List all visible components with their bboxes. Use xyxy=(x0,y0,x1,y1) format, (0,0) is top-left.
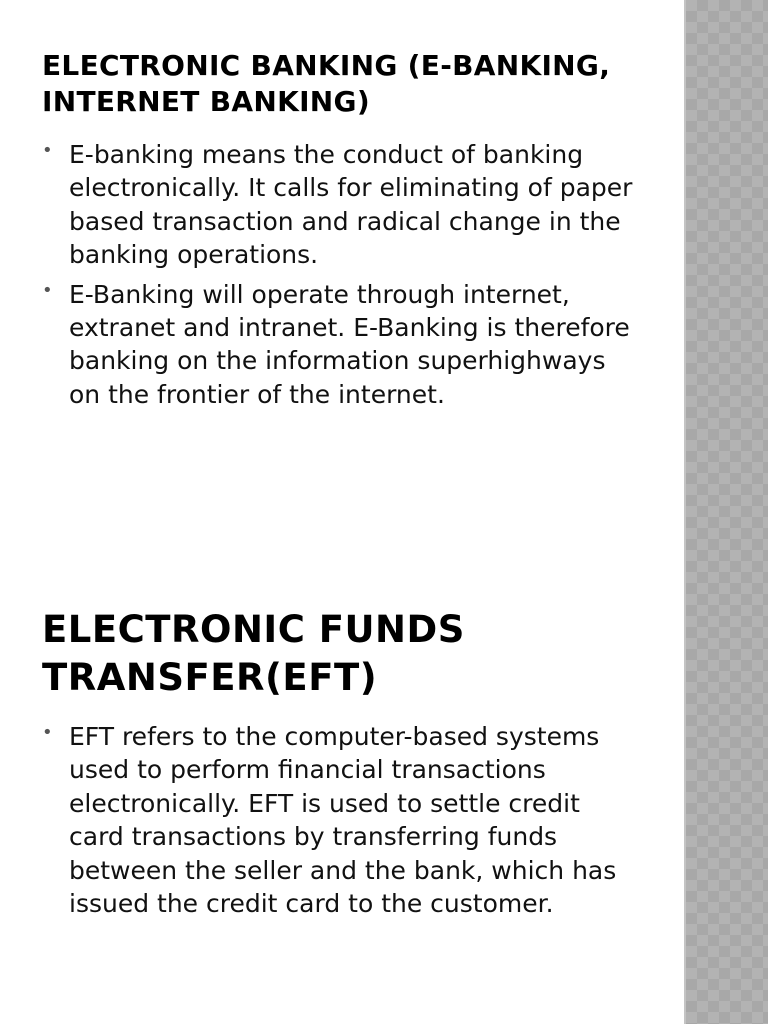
bullet-item xyxy=(42,138,642,272)
section-eft xyxy=(42,606,642,926)
section-heading-e-banking: ELECTRONIC BANKING (E-BANKING, INTERNET BANKING) xyxy=(42,49,611,118)
decorative-side-pattern xyxy=(684,0,768,1024)
bullet-list-e-banking xyxy=(42,138,642,411)
bullet-text: E-banking means the conduct of banking electronically. It calls for eliminating of paper based transaction and radical change in the banking operations. xyxy=(69,140,633,270)
bullet-text: E-Banking will operate through internet, extranet and intranet. E-Banking is therefore banking on the information superhighways on the frontier of the internet. xyxy=(69,279,630,409)
bullet-text: EFT refers to the computer-based systems used to perform financial transactions electronically. EFT is used to settle credit card transactions by transferring funds between the seller and the bank, which has issued the credit card to the customer. xyxy=(69,722,617,919)
bullet-item xyxy=(42,278,642,412)
bullet-item xyxy=(42,720,642,920)
bullet-icon: • xyxy=(42,279,53,301)
bullet-icon: • xyxy=(42,722,53,743)
bullet-list-eft xyxy=(42,720,642,920)
section-heading-eft: ELECTRONIC FUNDS TRANSFER(EFT) xyxy=(42,608,465,699)
section-e-banking xyxy=(42,48,642,417)
bullet-icon: • xyxy=(42,140,53,161)
